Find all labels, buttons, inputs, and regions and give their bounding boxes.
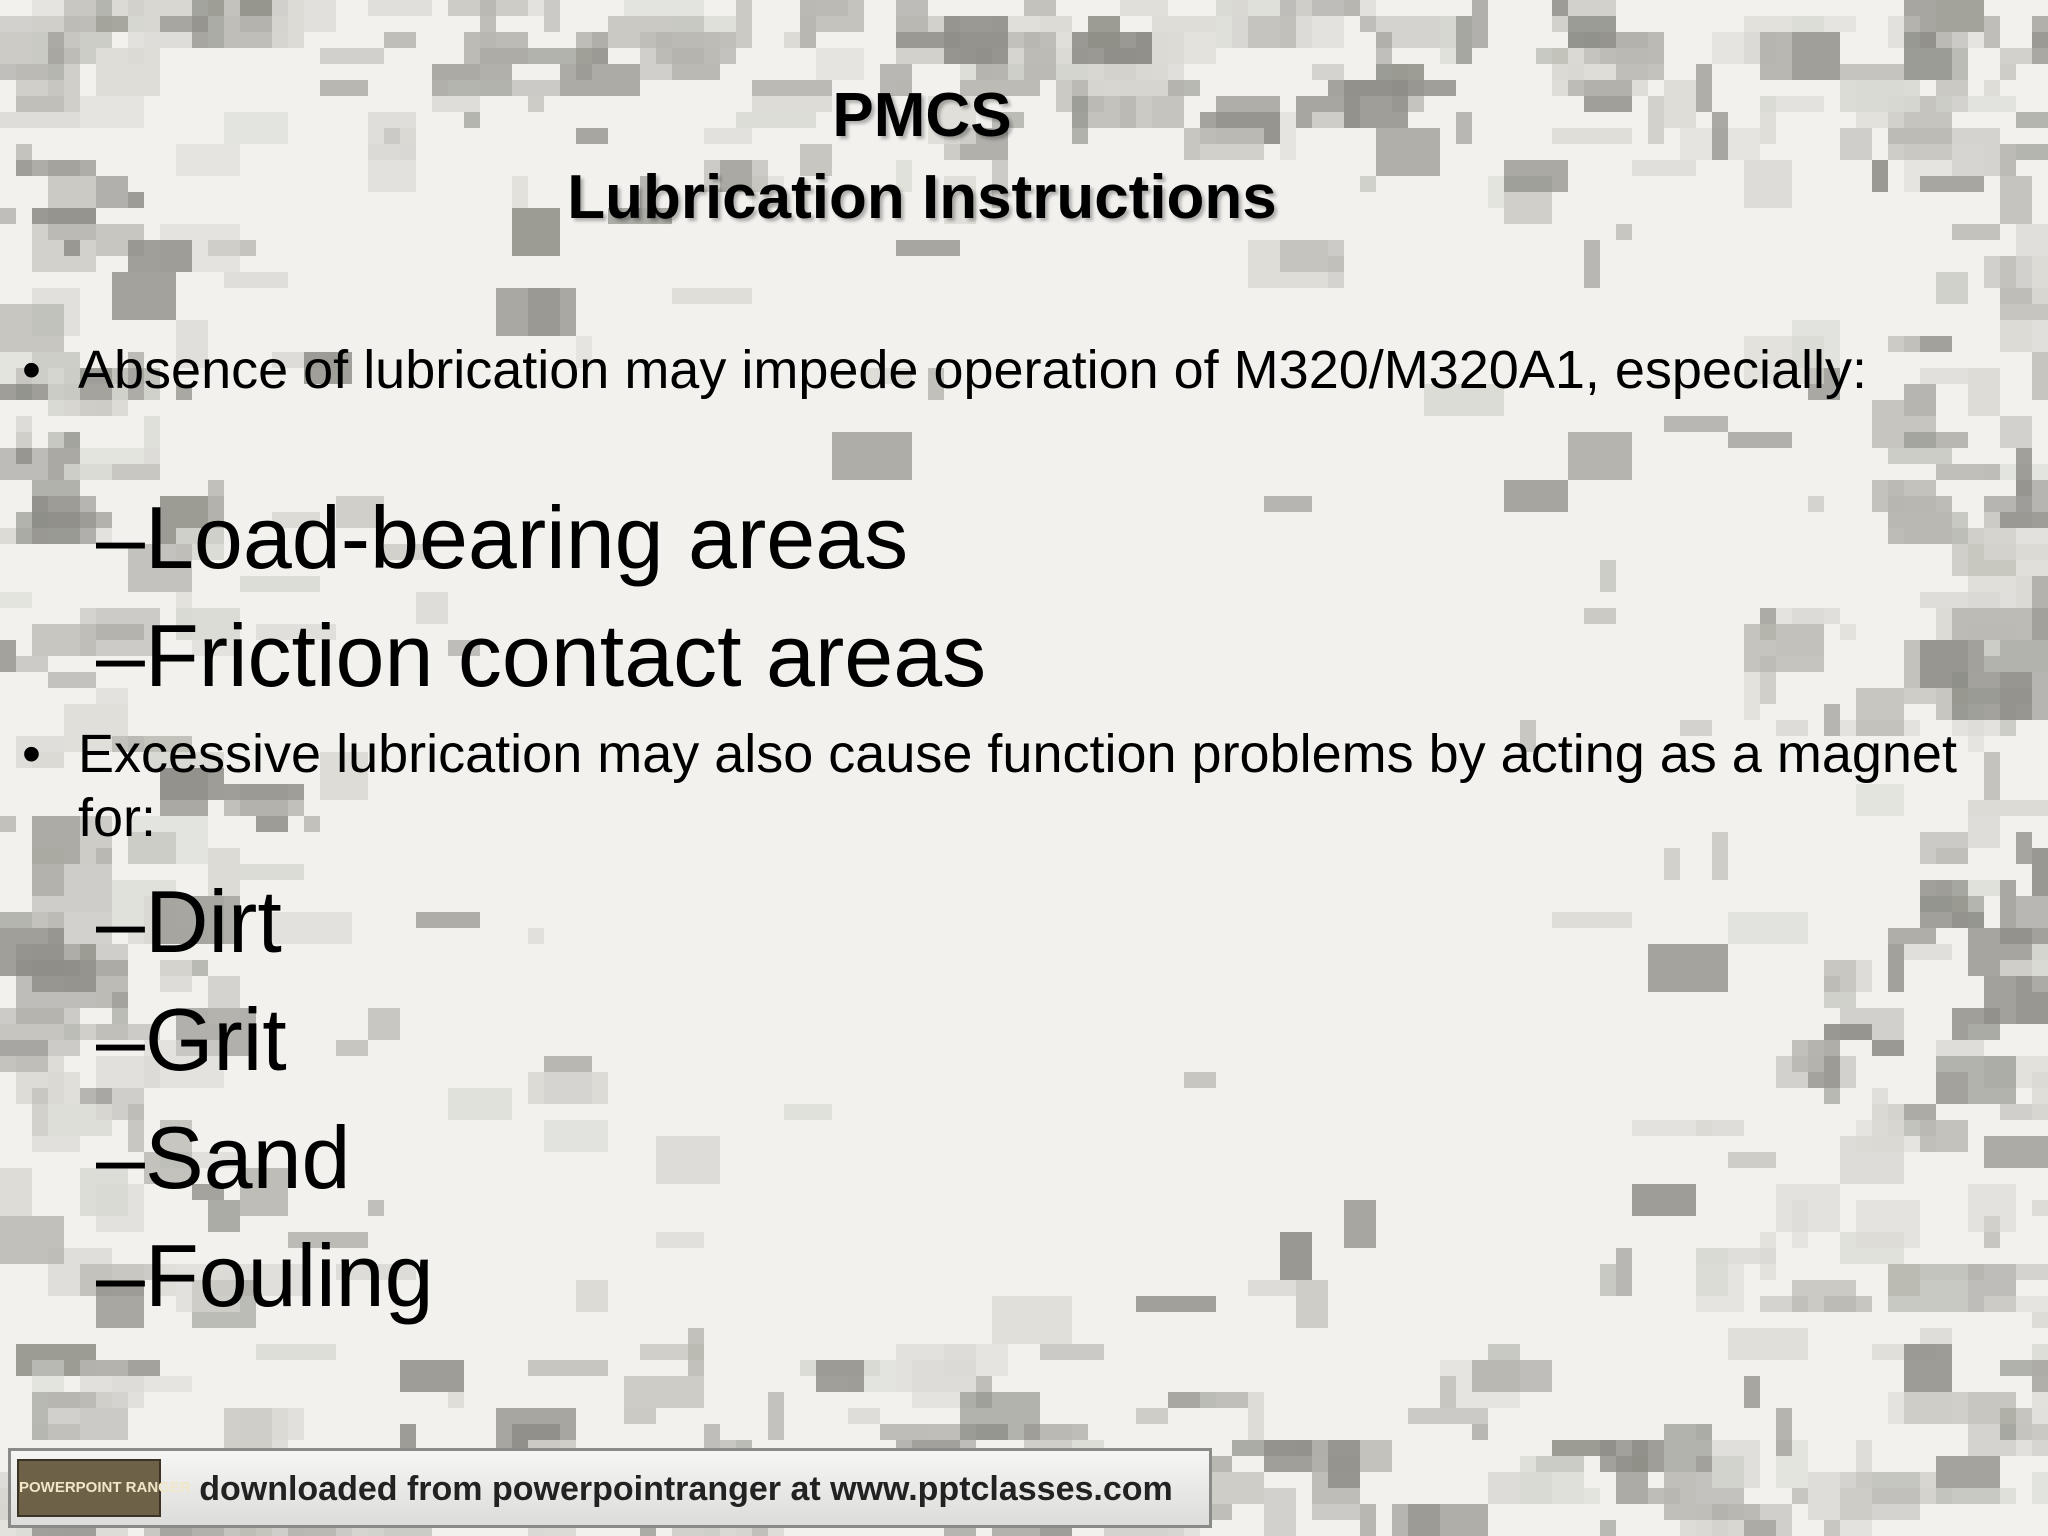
- subitem-dirt: –Dirt: [96, 872, 282, 971]
- powerpoint-ranger-logo: POWERPOINT RANGER: [17, 1459, 161, 1517]
- slide-subtitle: Lubrication Instructions: [567, 163, 1277, 232]
- download-banner: [8, 1448, 1212, 1528]
- bullet-marker: •: [22, 724, 41, 784]
- download-source-text: downloaded from powerpointranger at www.pptclasses.com: [199, 1470, 1173, 1508]
- bullet-text: Excessive lubrication may also cause function problems by acting as a magnet for:: [78, 724, 1957, 848]
- slide-title: PMCS: [832, 81, 1012, 150]
- subitem-friction-contact-areas: –Friction contact areas: [96, 606, 987, 705]
- bullet-marker: •: [22, 340, 41, 400]
- subitem-grit: –Grit: [96, 990, 287, 1089]
- subitem-load-bearing-areas: –Load-bearing areas: [96, 488, 909, 587]
- subitem-sand: –Sand: [96, 1108, 351, 1207]
- bullet-text: Absence of lubrication may impede operation of M320/M320A1, especially:: [78, 340, 1868, 400]
- subitem-fouling: –Fouling: [96, 1226, 434, 1325]
